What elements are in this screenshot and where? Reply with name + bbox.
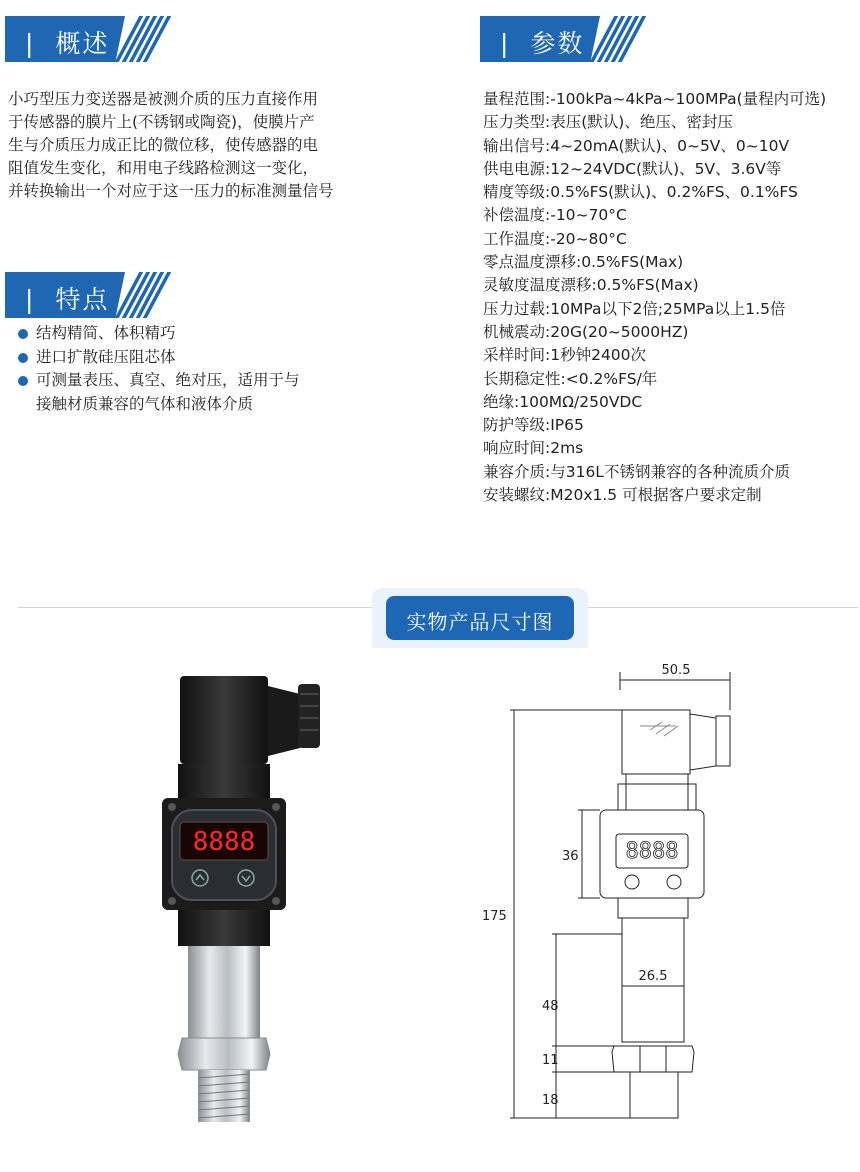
params-title: 参数 bbox=[530, 29, 585, 58]
thread bbox=[198, 1070, 250, 1122]
feature-item: 进口扩散硅压阻芯体 bbox=[18, 346, 368, 370]
param-row: 采样时间:1秒钟2400次 bbox=[483, 346, 647, 365]
dim-width-body: 26.5 bbox=[638, 969, 668, 984]
params-list bbox=[483, 88, 853, 507]
display-housing bbox=[162, 798, 286, 910]
dim-height-display: 36 bbox=[562, 849, 579, 864]
bullet-icon bbox=[18, 353, 28, 363]
overview-line: 小巧型压力变送器是被测介质的压力直接作用 bbox=[8, 90, 319, 108]
hex-nut bbox=[178, 1038, 270, 1070]
param-row: 响应时间:2ms bbox=[483, 439, 584, 458]
param-row: 压力过载:10MPa以下2倍;25MPa以上1.5倍 bbox=[483, 299, 786, 318]
overview-line: 阻值发生变化，和用电子线路检测这一变化， bbox=[8, 159, 319, 177]
photo-display-digits: 8888 bbox=[192, 827, 256, 857]
product-section-banner bbox=[372, 588, 588, 648]
dim-height-total: 175 bbox=[482, 909, 507, 924]
overview-text bbox=[8, 88, 388, 203]
feature-item: 结构精简、体积精巧 bbox=[18, 322, 368, 346]
plug-nut bbox=[178, 764, 270, 798]
overview-line: 于传感器的膜片上(不锈钢或陶瓷)，使膜片产 bbox=[8, 113, 315, 131]
overview-line: 并转换输出一个对应于这一压力的标准测量信号 bbox=[8, 182, 334, 200]
dim-height-body: 48 bbox=[542, 999, 559, 1014]
param-row: 兼容介质:与316L不锈钢兼容的各种流质介质 bbox=[483, 462, 790, 481]
dim-height-hex: 11 bbox=[542, 1053, 559, 1068]
param-row: 补偿温度:-10~70°C bbox=[483, 206, 627, 225]
param-row: 防护等级:IP65 bbox=[483, 416, 584, 435]
steel-body bbox=[188, 946, 260, 1038]
overview-line: 生与介质压力成正比的微位移，使传感器的电 bbox=[8, 136, 319, 154]
feature-item: 可测量表压、真空、绝对压，适用于与 bbox=[18, 369, 368, 393]
product-photo bbox=[150, 664, 390, 1134]
param-row: 供电电源:12~24VDC(默认)、5V、3.6V等 bbox=[483, 159, 782, 178]
heading-marker: | bbox=[25, 285, 56, 314]
connector-plug bbox=[180, 676, 320, 764]
param-row: 工作温度:-20~80°C bbox=[483, 229, 627, 248]
feature-item-continuation: 接触材质兼容的气体和液体介质 bbox=[36, 394, 254, 413]
dimension-drawing bbox=[480, 660, 740, 1130]
features-title: 特点 bbox=[55, 285, 110, 314]
drawing-display-digits: 8888 bbox=[625, 839, 679, 864]
heading-marker: | bbox=[500, 29, 531, 58]
param-row: 精度等级:0.5%FS(默认)、0.2%FS、0.1%FS bbox=[483, 183, 798, 202]
product-section-title: 实物产品尺寸图 bbox=[406, 610, 554, 634]
features-list bbox=[18, 322, 368, 416]
param-row: 绝缘:100MΩ/250VDC bbox=[483, 392, 643, 411]
features-heading bbox=[5, 272, 170, 318]
bullet-icon bbox=[18, 376, 28, 386]
params-heading bbox=[480, 16, 655, 62]
param-row: 安装螺纹:M20x1.5 可根据客户要求定制 bbox=[483, 486, 762, 505]
param-row: 压力类型:表压(默认)、绝压、密封压 bbox=[483, 113, 733, 132]
overview-heading bbox=[5, 16, 170, 62]
dim-width-top: 50.5 bbox=[661, 663, 691, 678]
param-row: 灵敏度温度漂移:0.5%FS(Max) bbox=[483, 276, 699, 295]
heading-marker: | bbox=[25, 29, 56, 58]
param-row: 机械震动:20G(20~5000HZ) bbox=[483, 322, 689, 341]
housing-collar bbox=[178, 910, 270, 946]
overview-title: 概述 bbox=[55, 29, 110, 58]
param-row: 量程范围:-100kPa~4kPa~100MPa(量程内可选) bbox=[483, 90, 827, 108]
param-row: 零点温度漂移:0.5%FS(Max) bbox=[483, 253, 684, 272]
bullet-icon bbox=[18, 329, 28, 339]
param-row: 长期稳定性:<0.2%FS/年 bbox=[483, 369, 658, 388]
param-row: 输出信号:4~20mA(默认)、0~5V、0~10V bbox=[483, 136, 790, 155]
dim-height-thread: 18 bbox=[542, 1093, 559, 1108]
